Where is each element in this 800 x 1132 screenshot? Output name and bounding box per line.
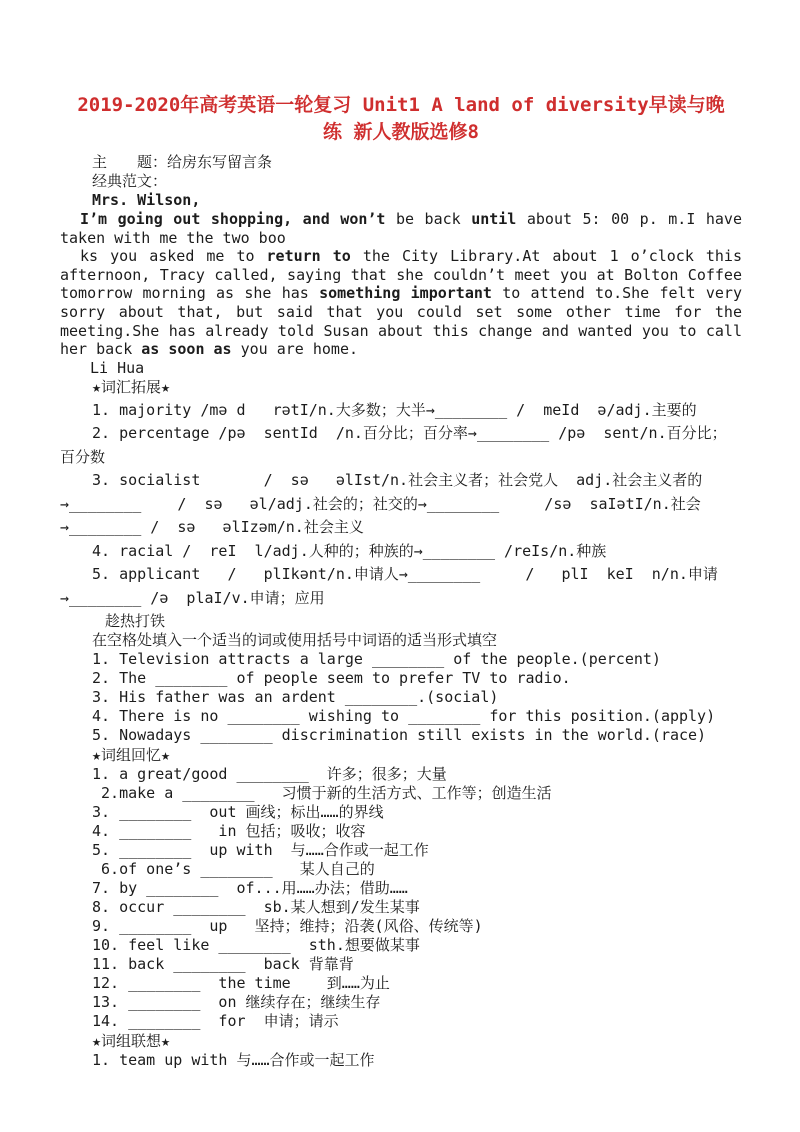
phrase-recall-item: 2.make a ________ 习惯于新的生活方式、工作等；创造生活 [92,784,552,803]
phrase-recall-item: 8. occur ________ sb.某人想到/发生某事 [92,898,420,917]
phrase-recall-item: 12. ________ the time 到……为止 [92,974,390,993]
essay-bold-run: until [471,210,517,228]
phrase-recall-heading: ★词组回忆★ [92,746,171,765]
phrase-recall-item: 5. ________ up with 与……合作或一起工作 [92,841,429,860]
phrase-recall-item: 7. by ________ of...用……办法；借助…… [92,879,408,898]
drill-section [60,612,742,745]
vocab-line: 3. socialist / sə əlIst/n.社会主义者；社会党人 adj.社会主义者的 [92,471,703,490]
vocab-line: 4. racial / reI l/adj.人种的；种族的→________ /reIs/n.种族 [92,541,607,560]
phrase-recall-item: 1. a great/good ________ 许多；很多；大量 [92,765,447,784]
drill-item: 3. His father was an ardent ________.(social) [92,688,499,707]
essay-bold-run: something important [319,284,492,303]
phrase-recall-item: 10. feel like ________ sth.想要做某事 [92,936,420,955]
essay-bold-run: return to [266,247,351,266]
essay-text-run: be back [385,210,472,228]
vocab-line: 5. applicant / plIkənt/n.申请人→________ / plI keI n/n.申请 [92,565,718,584]
phrase-recall-item: 4. ________ in 包括；吸收；收容 [92,822,366,841]
phrase-recall-item: 11. back ________ back 背靠背 [92,955,354,974]
vocab-line: 1. majority /mə d rətI/n.大多数；大半→________ / meId ə/adj.主要的 [92,400,697,419]
drill-title: 趁热打铁 [105,612,166,631]
salutation: Mrs. Wilson, [92,191,201,209]
phrase-recall-item: 14. ________ for 申请；请示 [92,1012,339,1031]
essay-paragraph-1 [60,210,742,247]
drill-item: 1. Television attracts a large ________ of the people.(percent) [92,650,661,669]
page-title: 2019-2020年高考英语一轮复习 Unit1 A land of diversity早读与晚练 新人教版选修8 [77,94,725,143]
essay-bold-run: I’m going out shopping, and won’t [80,210,386,228]
drill-item: 4. There is no ________ wishing to ________ for this position.(apply) [92,707,716,726]
phrase-recall-item: 13. ________ on 继续存在；继续生存 [92,993,381,1012]
drill-item: 5. Nowadays ________ discrimination still exists in the world.(race) [92,726,707,745]
essay-text-run: the City Library.At about 1 o’clock this afternoon, Tracy called, saying that she couldn’t meet you at Bolton Coffee tomorrow morning as she has [60,247,742,303]
vocab-line: 2. percentage /pə sentId /n.百分比；百分率→________ /pə sent/n.百分比； [92,424,727,443]
signature: Li Hua [90,358,145,377]
phrase-association-heading: ★词组联想★ [92,1032,171,1051]
essay-bold-run: as soon as [141,340,232,359]
phrase-recall-item: 9. ________ up 坚持；维持；沿袭(风俗、传统等) [92,917,483,936]
vocab-line: →________ /ə plaI/v.申请；应用 [60,588,325,607]
vocab-section [60,399,742,611]
model-essay-label: 经典范文： [92,172,168,190]
vocab-section-heading: ★词汇拓展★ [92,377,171,396]
essay-paragraph-2 [60,247,742,359]
drill-item: 2. The ________ of people seem to prefer TV to radio. [92,669,571,688]
vocab-line: →________ / sə əlIzəm/n.社会主义 [60,518,364,537]
phrase-association-item: 1. team up with 与……合作或一起工作 [92,1051,375,1070]
essay-text-run: about 5: 00 p. m.I have taken with me the two boo [60,210,742,247]
essay-text-run: you are home. [231,340,359,359]
phrase-recall-section [60,746,742,1031]
subject-line: 主 题：给房东写留言条 [92,153,273,171]
essay-text-run: to attend to.She felt very sorry about that, but said that you could set some other time for the meeting.She has already told Susan about this change and wanted you to call her back [60,284,742,359]
phrase-association-section [60,1032,742,1070]
drill-instructions: 在空格处填入一个适当的词或使用括号中词语的适当形式填空 [92,631,498,650]
vocab-line: →________ / sə əl/adj.社会的；社交的→________ /sə saIətI/n.社会 [60,494,701,513]
phrase-recall-item: 3. ________ out 画线；标出……的界线 [92,803,384,822]
essay-text-run: ks you asked me to [80,247,267,266]
phrase-recall-item: 6.of one’s ________ 某人自己的 [92,860,375,879]
vocab-line: 百分数 [60,447,106,466]
